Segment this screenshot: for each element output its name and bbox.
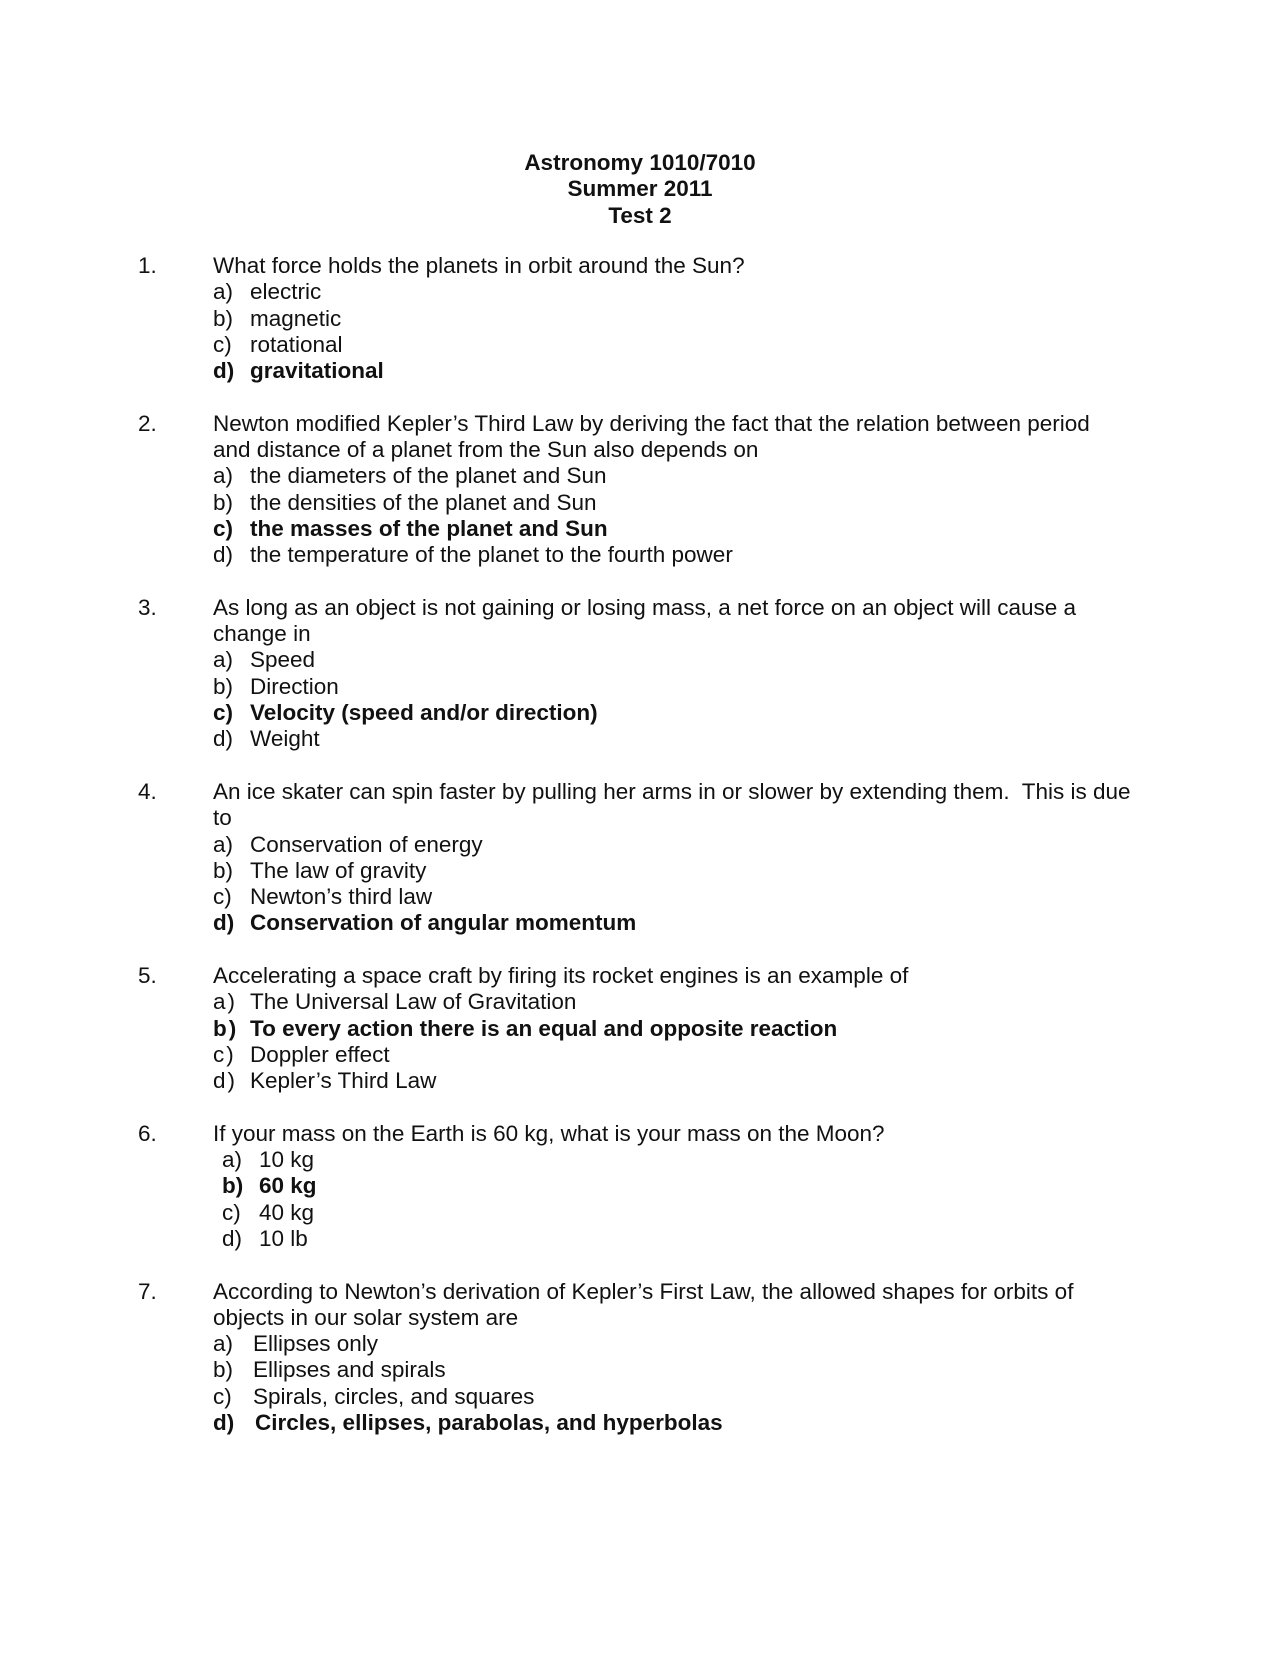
choice-text: Newton’s third law — [250, 884, 433, 910]
question-text: According to Newton’s derivation of Kepler’s First Law, the allowed shapes for orbits of objects in our solar system are — [213, 1278, 1074, 1330]
choice-b-correct — [213, 1016, 1158, 1042]
choice-list — [213, 1331, 1158, 1436]
choice-b — [213, 490, 1158, 516]
choice-text: 40 kg — [259, 1199, 315, 1225]
question-1 — [138, 253, 1158, 384]
choice-text: gravitational — [250, 358, 384, 384]
term-title: Summer 2011 — [567, 176, 713, 202]
choice-text: 10 lb — [259, 1225, 308, 1251]
choice-c-correct — [213, 700, 1158, 726]
question-4 — [138, 779, 1158, 937]
choice-d-correct — [213, 910, 1158, 936]
question-text: If your mass on the Earth is 60 kg, what is your mass on the Moon? — [213, 1120, 885, 1146]
choice-a — [213, 1331, 1158, 1357]
choice-text: Ellipses and spirals — [253, 1357, 446, 1383]
choice-text: the temperature of the planet to the fourth power — [250, 542, 733, 568]
choice-letter: d) — [213, 910, 235, 936]
choice-text: To every action there is an equal and opposite reaction — [250, 1015, 838, 1041]
choice-text: the densities of the planet and Sun — [250, 489, 597, 515]
question-list — [138, 253, 1158, 1463]
question-number: 4. — [138, 778, 157, 804]
choice-text: Kepler’s Third Law — [250, 1068, 437, 1094]
question-number: 3. — [138, 594, 157, 620]
choice-letter: b) — [213, 1357, 234, 1383]
choice-list — [222, 1147, 1158, 1252]
question-number: 2. — [138, 410, 157, 436]
choice-a — [213, 279, 1158, 305]
question-6 — [138, 1121, 1158, 1252]
choice-b — [213, 1357, 1158, 1383]
choice-a — [222, 1147, 1158, 1173]
choice-a — [213, 647, 1158, 673]
question-number: 6. — [138, 1120, 157, 1146]
choice-text: magnetic — [250, 305, 342, 331]
choice-letter: a) — [222, 1147, 243, 1173]
choice-text: Circles, ellipses, parabolas, and hyperbolas — [255, 1410, 723, 1436]
choice-d — [213, 726, 1158, 752]
choice-c — [213, 1384, 1158, 1410]
choice-letter: d) — [213, 358, 235, 384]
question-text: Accelerating a space craft by firing its rocket engines is an example of — [213, 963, 909, 989]
choice-letter: d) — [213, 1068, 238, 1094]
choice-text: Velocity (speed and/or direction) — [250, 700, 598, 726]
choice-list — [213, 647, 1158, 752]
choice-a — [213, 832, 1158, 858]
choice-list — [213, 279, 1158, 384]
choice-text: the diameters of the planet and Sun — [250, 463, 607, 489]
choice-letter: a) — [213, 1331, 234, 1357]
choice-letter: b) — [213, 305, 234, 331]
choice-a — [213, 463, 1158, 489]
choice-letter: b) — [213, 1015, 239, 1041]
choice-letter: b) — [213, 673, 234, 699]
choice-list — [213, 989, 1158, 1094]
choice-d — [213, 542, 1158, 568]
choice-text: Weight — [250, 726, 320, 752]
choice-text: The Universal Law of Gravitation — [250, 989, 577, 1015]
choice-c — [213, 1042, 1158, 1068]
course-title: Astronomy 1010/7010 — [524, 150, 756, 175]
choice-letter: a) — [213, 989, 238, 1015]
question-text: Newton modified Kepler’s Third Law by deriving the fact that the relation between period and distance of a planet from the Sun also depends on — [213, 410, 1090, 463]
choice-c-correct — [213, 516, 1158, 542]
choice-text: the masses of the planet and Sun — [250, 515, 608, 541]
choice-c — [213, 332, 1158, 358]
question-number: 1. — [138, 253, 157, 278]
question-3 — [138, 595, 1158, 753]
choice-letter: a) — [213, 647, 234, 673]
choice-text: rotational — [250, 331, 343, 357]
choice-a — [213, 989, 1158, 1015]
choice-d-correct — [213, 1410, 1158, 1436]
choice-text: 60 kg — [259, 1173, 317, 1199]
choice-text: Ellipses only — [253, 1331, 379, 1357]
choice-letter: b) — [213, 857, 234, 883]
choice-letter: c) — [222, 1199, 241, 1225]
choice-d-correct — [213, 358, 1158, 384]
choice-b — [213, 674, 1158, 700]
choice-d — [213, 1068, 1158, 1094]
choice-list — [213, 463, 1158, 568]
choice-b — [213, 306, 1158, 332]
choice-c — [222, 1200, 1158, 1226]
choice-letter: a) — [213, 831, 234, 857]
choice-text: 10 kg — [259, 1147, 315, 1173]
question-number: 5. — [138, 963, 157, 989]
choice-letter: b) — [222, 1173, 244, 1199]
choice-text: Spirals, circles, and squares — [253, 1383, 535, 1409]
choice-letter: c) — [213, 1383, 232, 1409]
choice-b-correct — [222, 1173, 1158, 1199]
choice-letter: c) — [213, 331, 232, 357]
choice-d — [222, 1226, 1158, 1252]
choice-list — [213, 832, 1158, 937]
document-header — [0, 150, 1280, 229]
choice-text: Conservation of angular momentum — [250, 910, 637, 936]
choice-letter: a) — [213, 279, 234, 305]
choice-letter: a) — [213, 463, 234, 489]
choice-letter: d) — [213, 726, 234, 752]
test-title: Test 2 — [608, 202, 672, 228]
question-5 — [138, 963, 1158, 1094]
choice-letter: d) — [222, 1225, 243, 1251]
question-text: As long as an object is not gaining or losing mass, a net force on an object will cause a change in — [213, 594, 1076, 647]
question-text: An ice skater can spin faster by pulling her arms in or slower by extending them. This is due to — [213, 778, 1137, 831]
choice-text: Doppler effect — [250, 1041, 390, 1067]
question-2 — [138, 411, 1158, 569]
choice-text: Direction — [250, 673, 339, 699]
choice-text: Speed — [250, 647, 316, 673]
choice-text: The law of gravity — [250, 857, 427, 883]
question-number: 7. — [138, 1278, 157, 1304]
choice-letter: c) — [213, 700, 234, 726]
choice-letter: d) — [213, 542, 234, 568]
choice-letter: d) — [213, 1410, 235, 1436]
choice-letter: c) — [213, 884, 232, 910]
choice-text: electric — [250, 279, 322, 305]
choice-b — [213, 858, 1158, 884]
choice-letter: b) — [213, 489, 234, 515]
question-text: What force holds the planets in orbit around the Sun? — [213, 253, 745, 278]
question-7 — [138, 1279, 1158, 1437]
choice-c — [213, 884, 1158, 910]
choice-letter: c) — [213, 1041, 236, 1067]
choice-text: Conservation of energy — [250, 831, 483, 857]
choice-letter: c) — [213, 515, 234, 541]
